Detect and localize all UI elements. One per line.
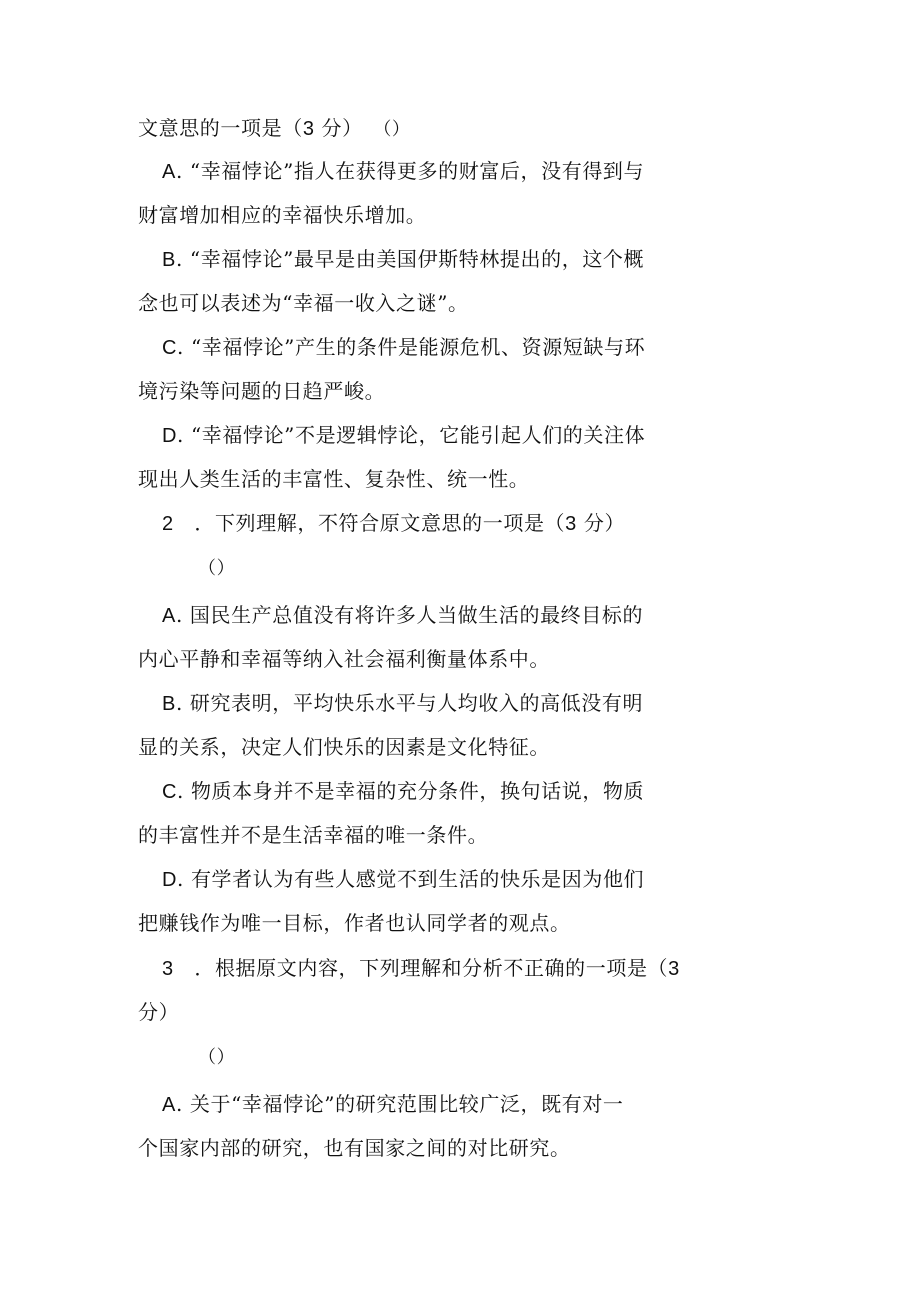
- question-stem-text: ．下列理解，不符合原文意思的一项是（: [194, 511, 566, 535]
- q1-option-b-continued: [138, 290, 469, 316]
- option-text: . 有学者认为有些人感觉不到生活的快乐是因为他们: [177, 867, 645, 891]
- q2-option-b-continued: [138, 734, 550, 760]
- option-label: C: [162, 781, 178, 803]
- q2-answer-blank: （）: [198, 558, 236, 579]
- q2-option-d: [162, 866, 644, 893]
- option-text: . 关于“幸福悖论”的研究范围比较广泛，既有对一: [175, 1092, 624, 1116]
- q3-score-unit: 分）: [138, 1000, 180, 1024]
- q1-stem-continuation: [138, 115, 411, 143]
- option-text: 的丰富性并不是生活幸福的唯一条件。: [138, 823, 489, 847]
- option-text: . “幸福悖论”指人在获得更多的财富后，没有得到与: [175, 159, 645, 183]
- q3-stem: [162, 955, 680, 982]
- option-text: 现出人类生活的丰富性、复杂性、统一性。: [138, 467, 530, 491]
- option-label: A: [162, 161, 176, 183]
- q2-score-unit: 分）: [576, 511, 626, 535]
- option-text: 内心平静和幸福等纳入社会福利衡量体系中。: [138, 647, 550, 671]
- option-label: B: [162, 693, 176, 715]
- q1-option-c: [162, 334, 645, 361]
- option-text: . “幸福悖论”不是逻辑悖论，它能引起人们的关注体: [177, 423, 646, 447]
- q1-option-c-continued: [138, 378, 385, 404]
- q1-answer-blank: （）: [373, 119, 411, 140]
- q1-option-b: [162, 246, 644, 273]
- option-label: B: [162, 249, 176, 271]
- option-text: 财富增加相应的幸福快乐增加。: [138, 203, 427, 227]
- option-label: A: [162, 1094, 176, 1116]
- q3-option-a: [162, 1091, 624, 1118]
- q3-score-number: 3: [668, 958, 680, 980]
- option-text: 念也可以表述为“幸福一收入之谜”。: [138, 291, 469, 315]
- option-text: 个国家内部的研究，也有国家之间的对比研究。: [138, 1136, 571, 1160]
- q3-option-a-continued: [138, 1135, 571, 1161]
- q2-option-a: [162, 602, 643, 629]
- question-number: 3: [162, 958, 174, 980]
- q2-score-number: 3: [565, 513, 577, 535]
- q1-option-a: [162, 158, 644, 185]
- q3-answer-blank: （）: [198, 1047, 236, 1068]
- q2-option-b: [162, 690, 643, 717]
- option-label: D: [162, 425, 178, 447]
- question-number: 2: [162, 513, 174, 535]
- option-text: . “幸福悖论”最早是由美国伊斯特林提出的，这个概: [175, 247, 645, 271]
- q3-stem-continued: [138, 999, 179, 1025]
- q2-option-c-continued: [138, 822, 488, 848]
- option-text: 显的关系，决定人们快乐的因素是文化特征。: [138, 735, 550, 759]
- question-stem-text: ．根据原文内容，下列理解和分析不正确的一项是（: [194, 956, 669, 980]
- q2-option-c: [162, 778, 644, 805]
- option-text: 把赚钱作为唯一目标，作者也认同学者的观点。: [138, 911, 571, 935]
- q1-score-unit: 分）: [314, 116, 363, 140]
- q2-option-d-continued: [138, 910, 571, 936]
- option-label: D: [162, 869, 178, 891]
- q3-answer-blank-line: [198, 1043, 235, 1071]
- q2-stem: [162, 510, 625, 537]
- q2-option-a-continued: [138, 646, 550, 672]
- option-label: C: [162, 337, 178, 359]
- q1-option-d-continued: [138, 466, 529, 492]
- q1-score-number: 3: [302, 118, 315, 140]
- q1-option-d: [162, 422, 645, 449]
- option-text: 境污染等问题的日趋严峻。: [138, 379, 386, 403]
- q1-option-a-continued: [138, 202, 426, 228]
- q1-stem-text: 文意思的一项是（: [138, 116, 303, 140]
- option-text: . 物质本身并不是幸福的充分条件，换句话说，物质: [177, 779, 645, 803]
- option-label: A: [162, 605, 176, 627]
- option-text: . 研究表明，平均快乐水平与人均收入的高低没有明: [175, 691, 644, 715]
- q2-answer-blank-line: [198, 554, 235, 582]
- option-text: . 国民生产总值没有将许多人当做生活的最终目标的: [175, 603, 644, 627]
- option-text: . “幸福悖论”产生的条件是能源危机、资源短缺与环: [177, 335, 646, 359]
